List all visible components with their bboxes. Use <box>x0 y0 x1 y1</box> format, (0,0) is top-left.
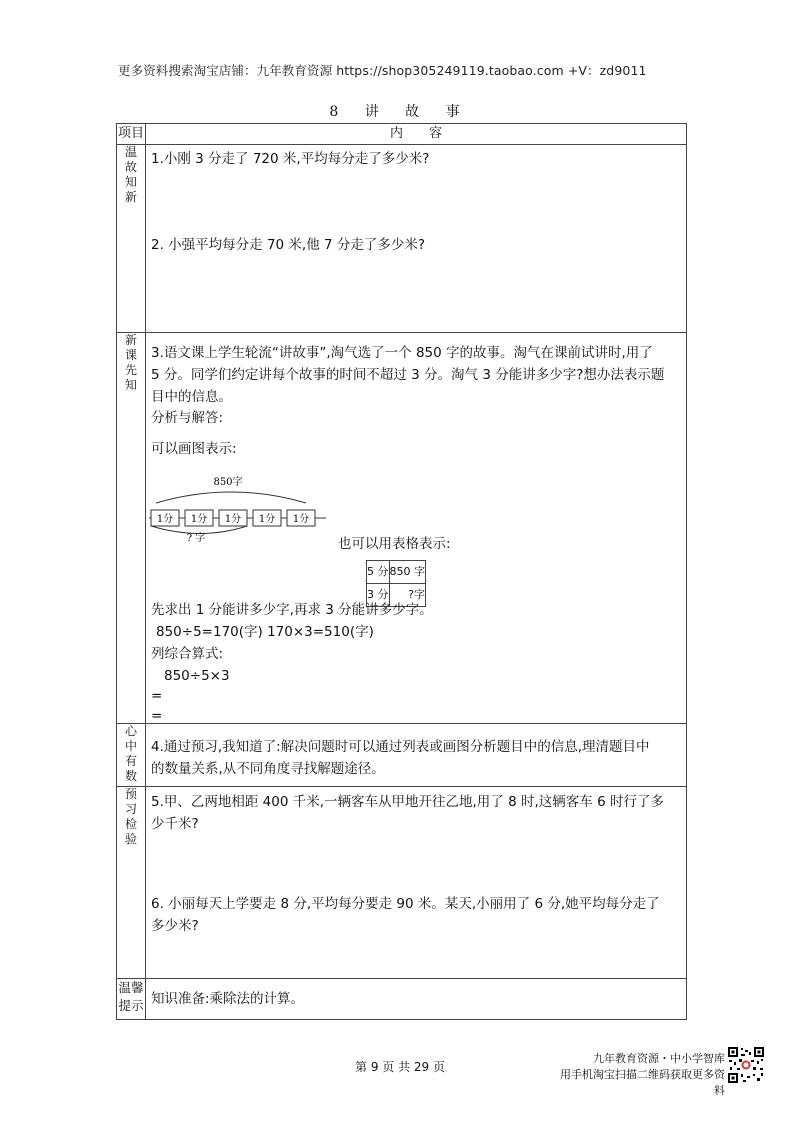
label-tip: 温馨提示 <box>118 980 144 1013</box>
row-new-lesson <box>117 333 687 724</box>
q3-line3: 目中的信息。 <box>151 389 232 405</box>
line-segment-diagram <box>146 463 346 543</box>
combined-label: 列综合算式: <box>151 646 224 662</box>
page-title: 8 讲 故 事 <box>329 104 471 120</box>
mini-cell: 3 分 <box>367 584 390 607</box>
takeaway-line2: 的数量关系,从不同角度寻找解题途径。 <box>151 761 385 777</box>
promo-header: 更多资料搜索淘宝店铺：九年教育资源 https://shop305249119.taobao.com +V：zd9011 <box>118 63 647 78</box>
footer-brand <box>560 1051 725 1099</box>
step-text: 先求出 1 分能讲多少字,再求 3 分能讲多少字。 <box>151 602 433 618</box>
diagram-label: 可以画图表示: <box>151 441 237 457</box>
q3-line2: 5 分。同学们约定讲每个故事的时间不超过 3 分。淘气 3 分能讲多少字?想办法表示题 <box>151 367 665 383</box>
row-preview <box>117 787 687 979</box>
q3-line1: 3.语文课上学生轮流“讲故事”,淘气选了一个 850 字的故事。淘气在课前试讲时,用了 <box>151 345 653 361</box>
unit-box-label: 1分 <box>190 514 208 525</box>
page-number: 第 9 页 共 29 页 <box>355 1060 445 1074</box>
label-preview: 预习检验 <box>124 787 137 846</box>
step-calc: 850÷5=170(字) 170×3=510(字) <box>156 624 374 640</box>
combined-expression: 850÷5×3 <box>164 668 230 684</box>
row-review <box>117 145 687 333</box>
diagram-bottom-label: ? 字 <box>186 533 206 543</box>
label-new-lesson: 新课先知 <box>124 333 137 392</box>
brand-line1: 九年教育资源・中小学智库 <box>593 1052 725 1065</box>
q6-line2: 多少米? <box>151 918 199 934</box>
qr-code-icon <box>727 1046 765 1084</box>
q6-line1: 6. 小丽每天上学要走 8 分,平均每分要走 90 米。某天,小丽用了 6 分,她平均每分走了 <box>151 896 660 912</box>
equals-line-2: = <box>151 708 163 724</box>
lesson-table <box>116 123 687 1020</box>
table-label: 也可以用表格表示: <box>338 536 451 552</box>
mini-cell: ?字 <box>389 584 426 607</box>
analysis-label: 分析与解答: <box>151 410 224 426</box>
q5-line2: 少千米? <box>151 816 199 832</box>
mini-cell: 5 分 <box>367 561 390 584</box>
unit-box-label: 1分 <box>156 514 174 525</box>
mini-cell: 850 字 <box>389 561 426 584</box>
q5-line1: 5.甲、乙两地相距 400 千米,一辆客车从甲地开往乙地,用了 8 时,这辆客车 6 时行了多 <box>151 794 664 810</box>
question-1: 1.小刚 3 分走了 720 米,平均每分走了多少米? <box>151 151 430 167</box>
header-content: 内 容 <box>146 124 687 145</box>
label-takeaway: 心中有数 <box>124 724 137 783</box>
brand-line2: 用手机淘宝扫描二维码获取更多资料 <box>560 1068 725 1097</box>
unit-box-label: 1分 <box>224 514 242 525</box>
mini-table-row <box>367 561 426 584</box>
row-tip <box>117 979 687 1020</box>
label-review: 温故知新 <box>124 145 137 204</box>
total-brace <box>156 492 306 503</box>
table-header-row <box>117 124 687 145</box>
tip-text: 知识准备:乘除法的计算。 <box>151 991 305 1007</box>
unit-box-label: 1分 <box>292 514 310 525</box>
diagram-top-label: 850字 <box>213 477 243 488</box>
takeaway-line1: 4.通过预习,我知道了:解决问题时可以通过列表或画图分析题目中的信息,理清题目中 <box>151 739 650 755</box>
unit-box-label: 1分 <box>258 514 276 525</box>
equals-line-1: = <box>151 688 163 704</box>
question-2: 2. 小强平均每分走 70 米,他 7 分走了多少米? <box>151 237 426 253</box>
row-takeaway <box>117 724 687 787</box>
header-project: 项目 <box>117 124 146 145</box>
